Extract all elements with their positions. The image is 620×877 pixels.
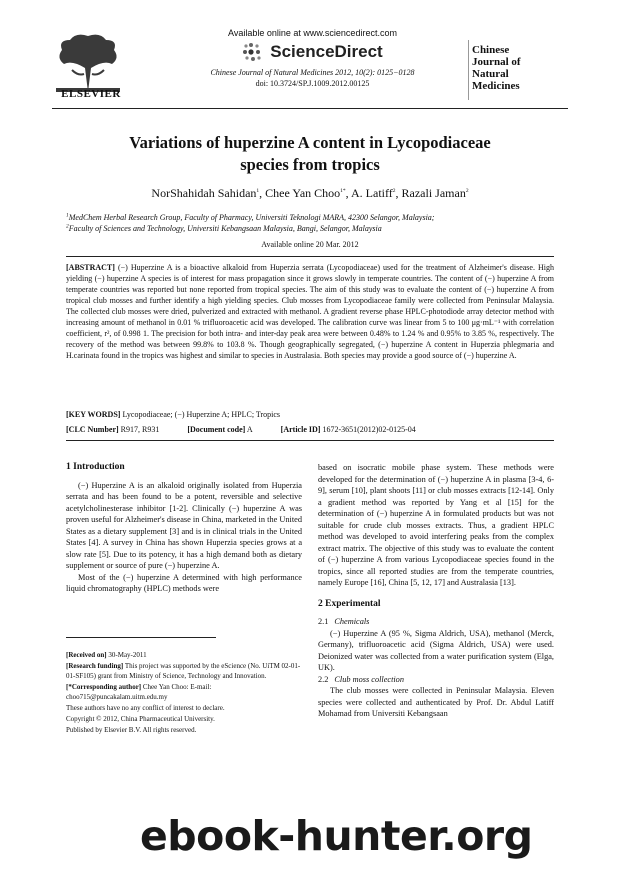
author-list: NorShahidah Sahidan$^1$, Chee Yan Choo$^{1*}$, A. Latiff$^2$, Razali Jaman$^2$	[151, 186, 469, 200]
collection-paragraph: The club mosses were collected in Peninsular Malaysia. Eleven species were collected and authenticated by Prof. Dr. Abdul Latiff Mohamad from Universiti Kebangsaan	[318, 686, 554, 718]
intro-paragraph: Most of the (−) huperzine A determined with high performance liquid chromatography (HPLC) methods were	[66, 572, 302, 593]
intro-paragraph: (−) Huperzine A is an alkaloid originally isolated from Huperzia serrata and has been found to be a potent, reversible and selective acetylcholinesterase inhibitor [1-2]. Clinically (−) huperzine A was proven useful for Alzheimer's disease in China, marketed in the United States as a dietary supplement [3] and is in clinical trials in the United States [4]. A survey in China has shown Huperzia species grows at a slow rate [5]. Due to its potency, it has a high demand both as dietary supplement or source of pure (−) huperzine A.	[66, 480, 302, 570]
journal-name: Chinese Journal of Natural Medicines	[472, 44, 521, 92]
right-column	[318, 462, 554, 720]
footnote: These authors have no any conflict of interest to declare.	[66, 704, 225, 712]
journal-reference: Chinese Journal of Natural Medicines 2012, 10(2): 0125−0128	[210, 68, 415, 77]
document-code: [Document code] A	[187, 425, 253, 434]
sciencedirect-dots-icon	[242, 42, 264, 62]
author: Chee Yan Choo	[265, 186, 341, 200]
available-date: Available online 20 Mar. 2012	[261, 240, 359, 249]
abstract-text: (−) Huperzine A is a bioactive alkaloid from Huperzia serrata (Lycopodiaceae) used for the treatment of Alzheimer's disease. High yielding (−) huperzine A species is of interest for mass propagation since it grows slowly in temperate countries. The content of (−) huperzine A from temperate countries was reported but none reported from tropical species. The aim of this study was to evaluate the content of (−) huperzine A from tropical club mosses and further identify a high yielding species. Club mosses from Lycopodiaceae family were collected from Peninsular Malaysia. The collected club mosses were dried, pulverized and extracted with methanol. A gradient reverse phase HPLC-photodiode array detector method with increasing amount of methanol in 0.01 % trifluoroacetic acid was developed. The calibration curve was linear from 5 to 100 μg·mL⁻¹ with correlation coefficient, r², of 0.998 1. The precision for both intra- and inter-day peak area were between 0.48% to 1.24 % and 0.95% to 3.85 %, respectively. The recovery of the method was between 99.8% to 103.8 %. Though geographically segregated, (−) huperzine A content in Huperzia phlegmaria and H.carinata found in the tropics was highest and similar to species in Australasia. Both species may provide a good source of (−) huperzine A.	[66, 263, 555, 360]
section-heading-experimental: 2 Experimental	[318, 598, 381, 609]
chemicals-paragraph: (−) Huperzine A (95 %, Sigma Aldrich, USA), methanol (Merck, Germany), trifluoroacetic acid (Sigma Aldrich, USA) were used. Deionized water was collected from a water purification system (Elga, UK).	[318, 628, 554, 672]
intro-paragraph-cont: based on isocratic mobile phase system. These methods were developed for the determination of (−) huperzine A in plasma [3-4, 6-9], serum [10], plant shoots [11] or club mosses extracts [12-14]. Only a gradient method was reported by Yang et al [15] for the determination of (−) huperzine A in formulated products but was not suitable for crude club mosses extracts. Thus, a gradient HPLC method was developed to avoid interfering peaks from the complex extract matrix. The objective of this study was to evaluate the content of (−) huperzine A from various Lycopodiaceae species found in the tropics, since all reported studies are from the temperate countries, namely Europe [16], China [5, 12, 17] and Australasia [13].	[318, 463, 554, 587]
affiliation: $^2$Faculty of Sciences and Technology, Universiti Kebangsaan Malaysia, Bangi, Selangor, Malaysia	[66, 223, 382, 233]
author: Razali Jaman	[401, 186, 466, 200]
footnote: [Research funding] This project was supported by the eScience (No. UiTM 02-01-01-SF105) grant from Ministry of Science, Technology and Innovation.	[66, 662, 301, 680]
classification-row	[66, 425, 554, 434]
author: NorShahidah Sahidan	[151, 186, 257, 200]
affiliation: $^1$MedChem Herbal Research Group, Faculty of Pharmacy, Universiti Teknologi MARA, 42300 Selangor, Malaysia;	[66, 212, 435, 222]
left-column	[66, 462, 302, 595]
available-online-link[interactable]: Available online at www.sciencedirect.com	[228, 28, 397, 38]
footnote: Published by Elsevier B.V. All rights reserved.	[66, 726, 197, 734]
abstract-top-rule	[66, 256, 554, 257]
author: A. Latiff	[351, 186, 393, 200]
sciencedirect-logo: ScienceDirect	[270, 42, 383, 61]
abstract-label: [ABSTRACT]	[66, 263, 115, 272]
header-rule	[52, 108, 568, 109]
footnote: [*Corresponding author] Chee Yan Choo: E-mail: choo715@puncakalam.uitm.edu.my	[66, 683, 212, 701]
footnote-rule	[66, 637, 216, 638]
clc-number: [CLC Number] R917, R931	[66, 425, 160, 434]
watermark: ebook-hunter.org	[140, 812, 533, 860]
abstract-bottom-rule	[66, 440, 554, 441]
article-id: [Article ID] 1672-3651(2012)02-0125-04	[280, 425, 416, 434]
footnotes	[66, 650, 302, 736]
publisher-name: ELSEVIER	[61, 88, 121, 100]
footnote: Copyright © 2012, China Pharmaceutical University.	[66, 715, 215, 723]
section-heading-introduction: 1 Introduction	[66, 462, 125, 472]
abstract	[66, 262, 554, 361]
keywords: [KEY WORDS] Lycopodiaceae; (−) Huperzine A; HPLC; Tropics	[66, 410, 281, 419]
affiliations	[66, 212, 576, 234]
doi[interactable]: doi: 10.3724/SP.J.1009.2012.00125	[255, 79, 370, 88]
journal-header	[180, 28, 445, 88]
subsection-heading-collection: 2.2 Club moss collection	[318, 674, 404, 684]
subsection-heading-chemicals: 2.1 Chemicals	[318, 617, 370, 626]
article-title: Variations of huperzine A content in Lycopodiaceae species from tropics	[129, 133, 491, 174]
footnote: [Received on] 30-May-2011	[66, 651, 147, 659]
